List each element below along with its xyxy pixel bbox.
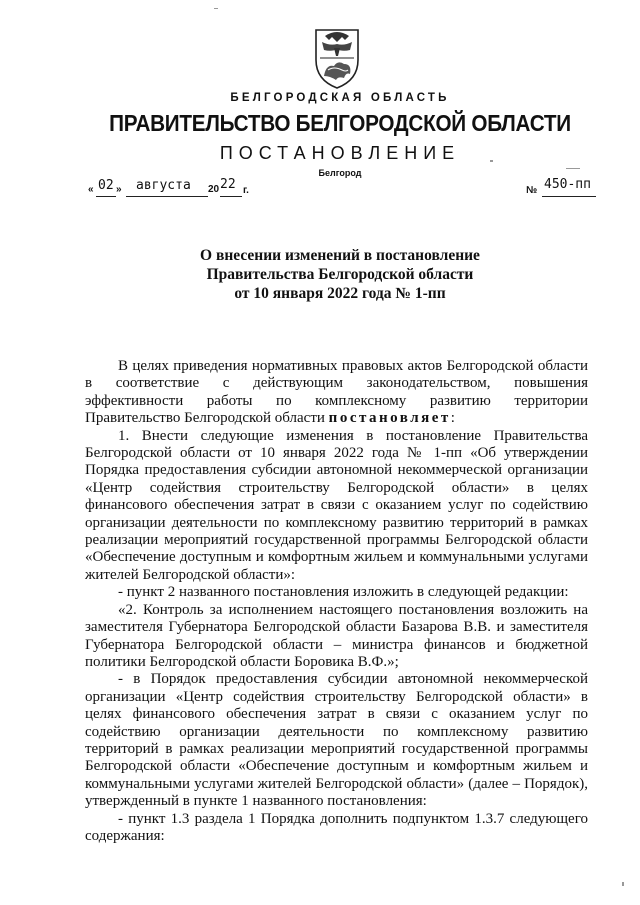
month-underline (126, 195, 208, 197)
title-line: Правительства Белгородской области (206, 266, 474, 283)
paragraph: - пункт 2 названного постановления изложить в следующей редакции: (118, 584, 569, 601)
scan-mark (566, 168, 580, 169)
scan-mark (214, 8, 218, 9)
paragraph: «2. Контроль за исполнением настоящего постановления возложить на заместителя Губернатора Белгородской области Базарова В.В. и заместителя Губернатора Белгородской области – министра финансов и бюджетной политики Белгородской области Боровика В.Ф.»; (85, 601, 588, 670)
date-number-row (88, 176, 618, 198)
year-prefix: 20 (208, 184, 220, 195)
year-label: г. (243, 185, 249, 196)
paragraph-text: В целях приведения нормативных правовых актов Белгородской области в соответствие с действующим законодательством, повышения эффективности работы по комплексному развитию территории Правительство Белгородской области (85, 358, 588, 427)
city-label: Белгород (318, 168, 362, 178)
scan-mark (622, 882, 624, 886)
paragraph (85, 358, 588, 428)
belgorod-coat-of-arms-icon (312, 26, 362, 90)
resolves-emphasis: постановляет (328, 410, 451, 427)
title-line: от 10 января 2022 года № 1-пп (234, 285, 446, 302)
number-underline (542, 195, 596, 197)
number-label: № (526, 185, 538, 196)
paragraph: - в Порядок предоставления субсидии автономной некоммерческой организации «Центр содействия строительству Белгородской области» в целях финансового обеспечения затрат в связи с оказанием услуг по содействию организации деятельности по комплексному развитию территорий в рамках реализации мероприятий государственной программы Белгородской области «Обеспечение доступным и комфортным жильем и коммунальными услугами жителей Белгородской области» (далее – Порядок), утвержденный в пункте 1 названного постановления: (85, 671, 588, 810)
decree-number: 450-пп (544, 177, 591, 192)
paragraph-text: : (450, 410, 455, 427)
date-day: 02 (98, 178, 114, 193)
government-heading: ПРАВИТЕЛЬСТВО БЕЛГОРОДСКОЙ ОБЛАСТИ (109, 110, 571, 136)
document-title (0, 246, 640, 303)
region-heading: БЕЛГОРОДСКАЯ ОБЛАСТЬ (230, 92, 450, 104)
scan-mark (490, 160, 493, 162)
document-body (85, 358, 588, 845)
decree-heading: ПОСТАНОВЛЕНИЕ (219, 143, 461, 163)
paragraph: - пункт 1.3 раздела 1 Порядка дополнить подпунктом 1.3.7 следующего содержания: (85, 810, 588, 844)
date-month: августа (136, 178, 191, 193)
day-underline (96, 195, 116, 197)
date-quote-open: « (88, 184, 94, 195)
paragraph: 1. Внести следующие изменения в постановление Правительства Белгородской области от 10 января 2022 года № 1-пп «Об утверждении Порядка предоставления субсидии автономной некоммерческой организации «Центр содействия строительству Белгородской области» в целях финансового обеспечения затрат в связи с оказанием услуг по содействию организации деятельности по комплексному развитию территорий в рамках реализации мероприятий государственной программы Белгородской области «Обеспечение доступным и комфортным жильем и коммунальными услугами жителей Белгородской области»: (85, 427, 588, 583)
title-line: О внесении изменений в постановление (200, 247, 480, 264)
date-quote-close: » (116, 184, 122, 195)
year-underline (220, 195, 242, 197)
date-year: 22 (220, 177, 236, 192)
